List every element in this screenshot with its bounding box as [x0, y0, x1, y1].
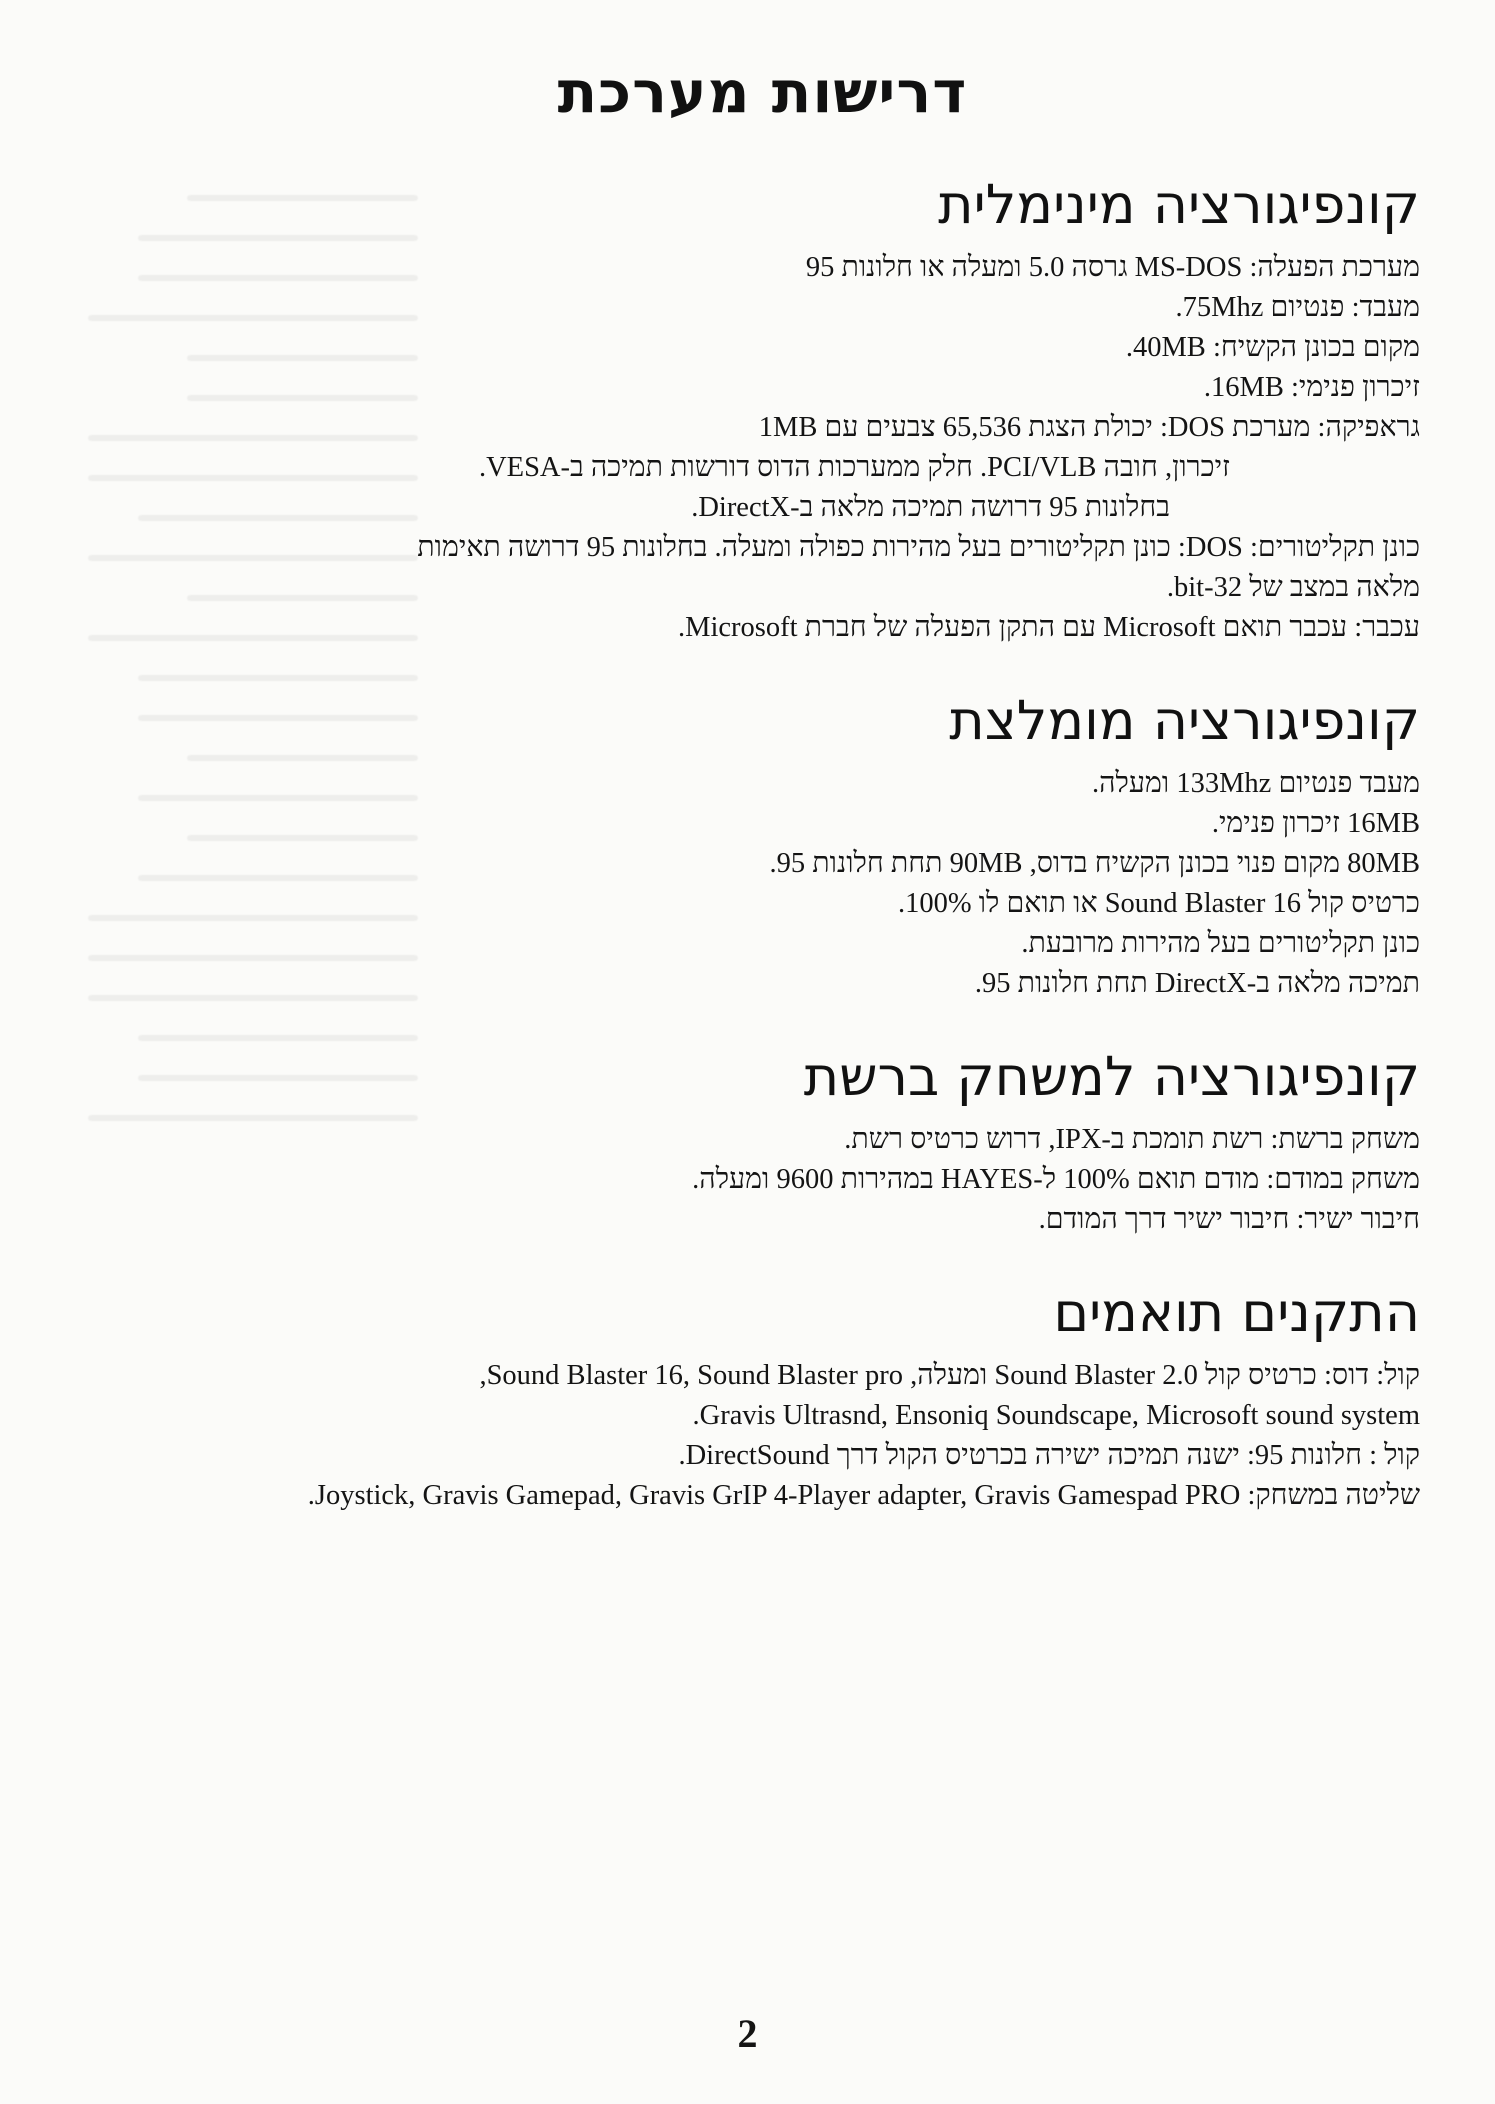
section-compatible-devices	[105, 1280, 1420, 1516]
text-line: קול : חלונות 95: ישנה תמיכה ישירה בכרטיס הקול דרך DirectSound.	[678, 1440, 1420, 1471]
page-number: 2	[737, 2011, 758, 2056]
text-line: חיבור ישיר: חיבור ישיר דרך המודם.	[1038, 1204, 1420, 1235]
section-minimum-config	[105, 172, 1420, 648]
text-line: מלאה במצב של 32-bit.	[1166, 572, 1420, 603]
text-line: קול: דוס: כרטיס קול Sound Blaster 2.0 ומעלה, Sound Blaster 16, Sound Blaster pro,	[479, 1360, 1420, 1391]
text-line: כרטיס קול Sound Blaster 16 או תואם לו 100%.	[897, 888, 1420, 919]
text-line: זיכרון פנימי: 16MB.	[1203, 372, 1420, 403]
text-line: שליטה במשחק: Joystick, Gravis Gamepad, Gravis GrIP 4-Player adapter, Gravis Gamespad PRO.	[307, 1480, 1420, 1511]
text-line: מקום בכונן הקשיח: 40MB.	[1125, 332, 1420, 363]
section-heading: התקנים תואמים	[1053, 1281, 1420, 1344]
section-heading: קונפיגורציה למשחק ברשת	[803, 1045, 1420, 1108]
text-line: בחלונות 95 דרושה תמיכה מלאה ב-DirectX.	[691, 492, 1170, 523]
text-line: גראפיקה: מערכת DOS: יכולת הצגת 65,536 צבעים עם 1MB	[758, 412, 1420, 443]
section-recommended-config	[105, 688, 1420, 1004]
text-line: זיכרון, חובה PCI/VLB. חלק ממערכות הדוס דורשות תמיכה ב-VESA.	[478, 452, 1230, 483]
text-line: כונן תקליטורים בעל מהירות מרובעת.	[1021, 928, 1420, 959]
text-line: 16MB זיכרון פנימי.	[1211, 808, 1420, 839]
section-heading: קונפיגורציה מינימלית	[938, 173, 1420, 236]
text-line: כונן תקליטורים: DOS: כונן תקליטורים בעל מהירות כפולה ומעלה. בחלונות 95 דרושה תאימות	[417, 532, 1420, 563]
text-line: משחק ברשת: רשת תומכת ב-IPX, דרוש כרטיס רשת.	[844, 1124, 1420, 1155]
section-heading: קונפיגורציה מומלצת	[949, 689, 1420, 752]
text-line: מערכת הפעלה: MS-DOS גרסה 5.0 ומעלה או חלונות 95	[805, 252, 1420, 283]
text-line: 80MB מקום פנוי בכונן הקשיח בדוס, 90MB תחת חלונות 95.	[769, 848, 1420, 879]
text-line: תמיכה מלאה ב-DirectX תחת חלונות 95.	[974, 968, 1420, 999]
text-line: Gravis Ultrasnd, Ensoniq Soundscape, Microsoft sound system.	[692, 1400, 1420, 1431]
text-line: מעבד: פנטיום 75Mhz.	[1175, 292, 1420, 323]
page-title: דרישות מערכת	[557, 58, 968, 126]
text-line: משחק במודם: מודם תואם 100% ל-HAYES במהירות 9600 ומעלה.	[692, 1164, 1420, 1195]
document-body	[105, 58, 1420, 1556]
section-network-config	[105, 1044, 1420, 1240]
text-line: עכבר: עכבר תואם Microsoft עם התקן הפעלה של חברת Microsoft.	[677, 612, 1420, 643]
text-line: מעבד פנטיום 133Mhz ומעלה.	[1092, 768, 1420, 799]
